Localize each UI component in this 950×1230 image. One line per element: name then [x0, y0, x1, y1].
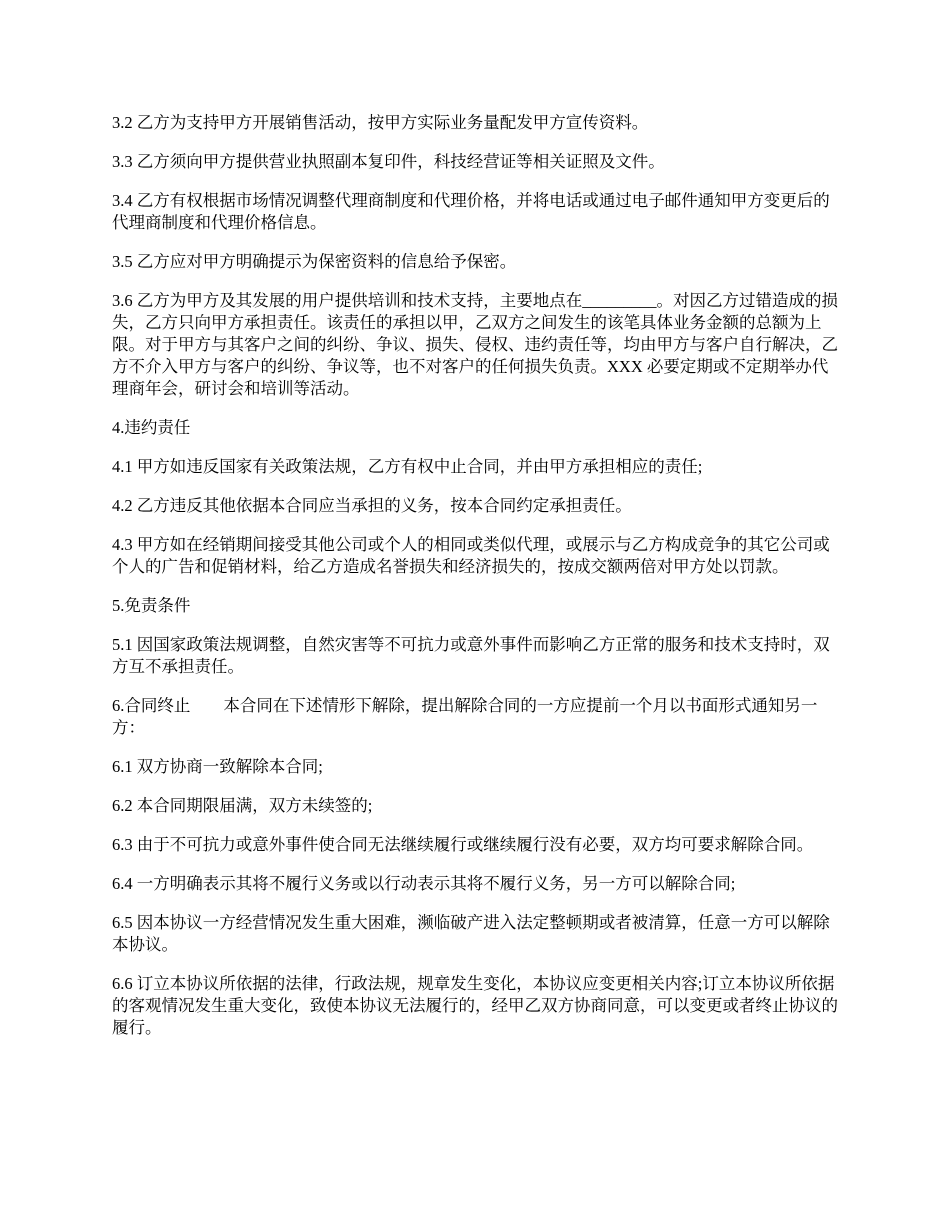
- clause-6-1: 6.1 双方协商一致解除本合同;: [112, 757, 323, 776]
- clause-6-6: 6.6 订立本协议所依据的法律，行政法规，规章发生变化，本协议应变更相关内容;订立本协议所依据的客观情况发生重大变化，致使本协议无法履行的，经甲乙双方协商同意，可以变更或者终止协议的履行。: [112, 974, 838, 1037]
- clause-3-6: 3.6 乙方为甲方及其发展的用户提供培训和技术支持，主要地点在_________。对因乙方过错造成的损失，乙方只向甲方承担责任。该责任的承担以甲，乙双方之间发生的该笔具体业务金额的总额为上限。对于甲方与其客户之间的纠纷、争议、损失、侵权、违约责任等，均由甲方与客户自行解决，乙方不介入甲方与客户的纠纷、争议等，也不对客户的任何损失负责。XXX 必要定期或不定期举办代理商年会，研讨会和培训等活动。: [112, 291, 838, 398]
- clause-3-5: 3.5 乙方应对甲方明确提示为保密资料的信息给予保密。: [112, 252, 517, 271]
- clause-5-1: 5.1 因国家政策法规调整，自然灾害等不可抗力或意外事件而影响乙方正常的服务和技术支持时，双方互不承担责任。: [112, 635, 830, 676]
- clause-6-3: 6.3 由于不可抗力或意外事件使合同无法继续履行或继续履行没有必要，双方均可要求解除合同。: [112, 835, 814, 854]
- section-heading-exemption: 5.免责条件: [112, 596, 191, 615]
- clause-3-4: 3.4 乙方有权根据市场情况调整代理商制度和代理价格，并将电话或通过电子邮件通知甲方变更后的代理商制度和代理价格信息。: [112, 191, 830, 232]
- clause-4-2: 4.2 乙方违反其他依据本合同应当承担的义务，按本合同约定承担责任。: [112, 496, 632, 515]
- clause-6-5: 6.5 因本协议一方经营情况发生重大困难，濒临破产进入法定整顿期或者被清算，任意一方可以解除本协议。: [112, 913, 830, 954]
- section-heading-breach: 4.违约责任: [112, 418, 191, 437]
- clause-4-1: 4.1 甲方如违反国家有关政策法规，乙方有权中止合同，并由甲方承担相应的责任;: [112, 457, 703, 476]
- clause-4-3: 4.3 甲方如在经销期间接受其他公司或个人的相同或类似代理，或展示与乙方构成竞争的其它公司或个人的广告和促销材料，给乙方造成名誉损失和经济损失的，按成交额两倍对甲方处以罚款。: [112, 535, 830, 576]
- clause-6-4: 6.4 一方明确表示其将不履行义务或以行动表示其将不履行义务，另一方可以解除合同;: [112, 874, 736, 893]
- document-page: [112, 112, 840, 1056]
- section-heading-termination: 6.合同终止 本合同在下述情形下解除，提出解除合同的一方应提前一个月以书面形式通知另一方：: [112, 696, 818, 737]
- clause-6-2: 6.2 本合同期限届满，双方未续签的;: [112, 796, 373, 815]
- clause-3-3: 3.3 乙方须向甲方提供营业执照副本复印件，科技经营证等相关证照及文件。: [112, 152, 665, 171]
- clause-3-2: 3.2 乙方为支持甲方开展销售活动，按甲方实际业务量配发甲方宣传资料。: [112, 113, 649, 132]
